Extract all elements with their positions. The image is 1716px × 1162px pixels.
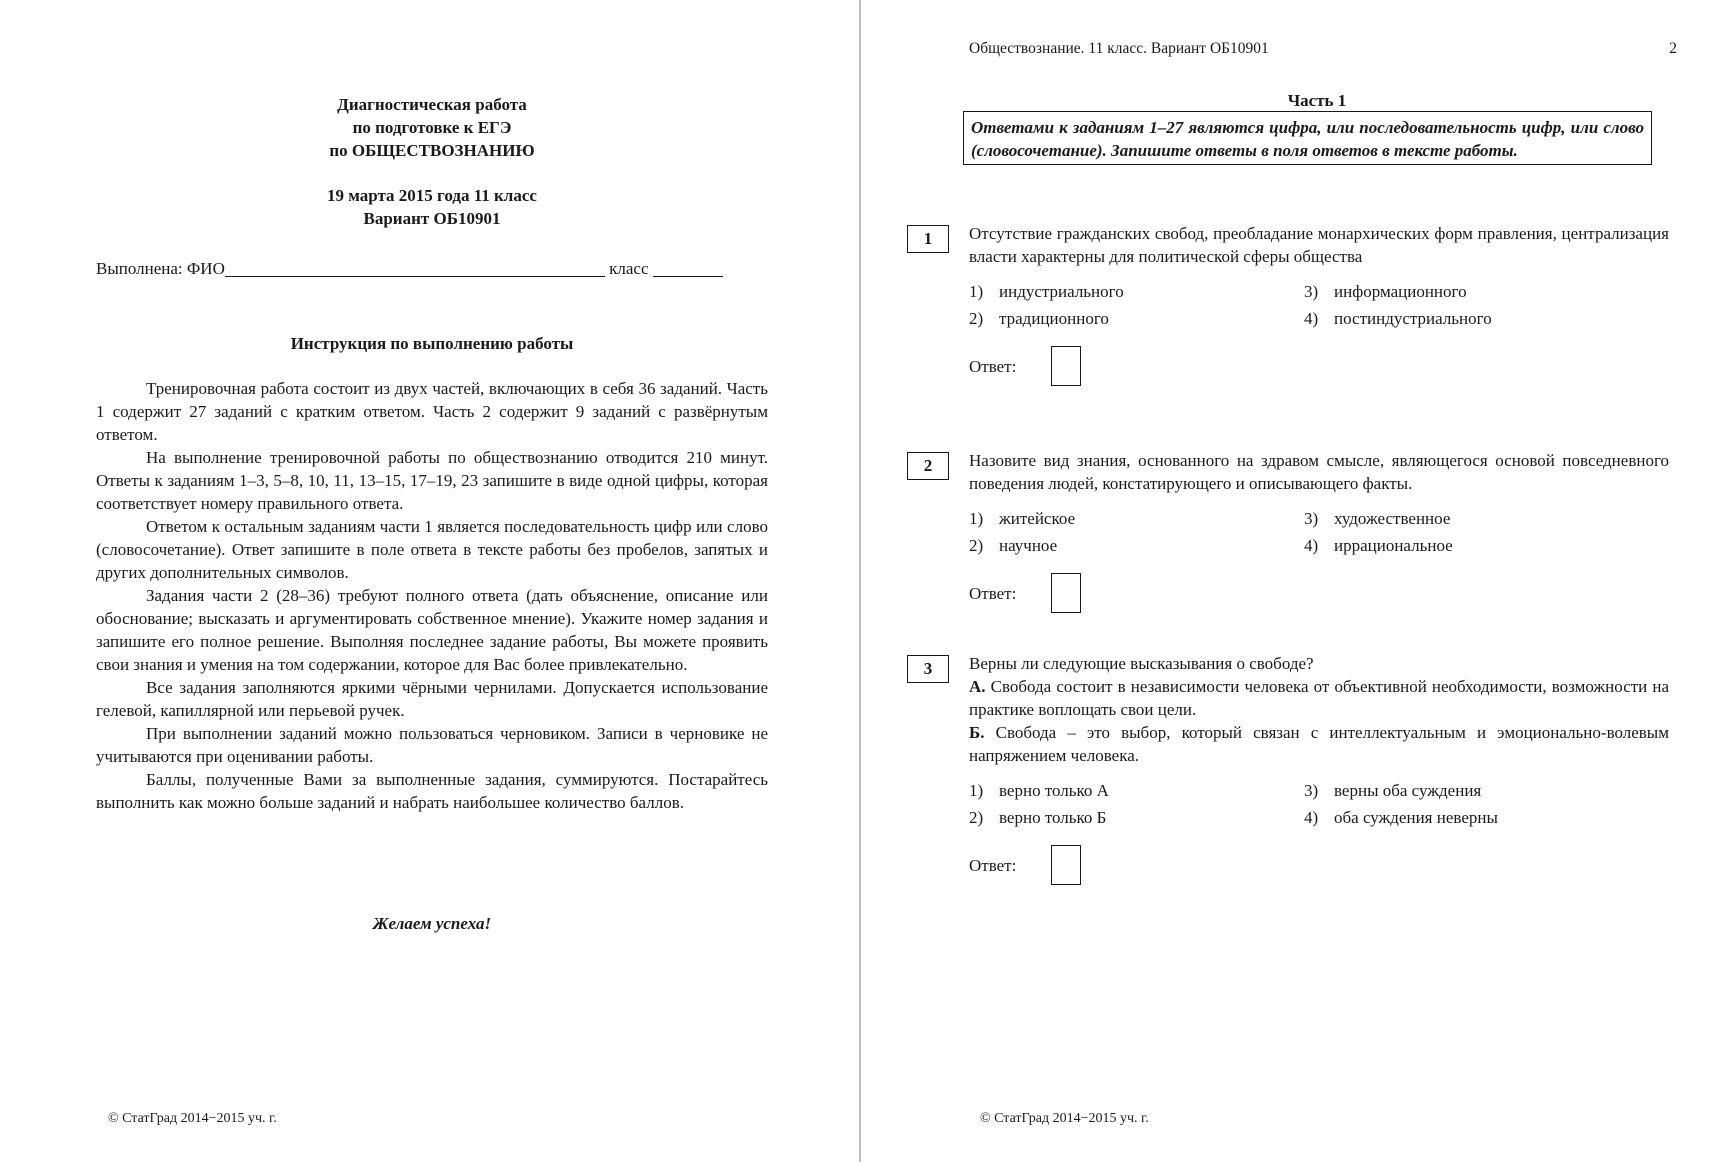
- page-header: [969, 37, 1677, 60]
- answer-option: 1) верно только А: [969, 781, 1109, 800]
- task-question: Назовите вид знания, основанного на здравом смысле, являющегося основой повседневного поведения людей, констатирующего и описывающего факты.: [969, 451, 1669, 493]
- answer-option: 2) традиционного: [969, 309, 1109, 328]
- task-number-box: 1: [907, 225, 949, 253]
- instruction-paragraph: Ответом к остальным заданиям части 1 является последовательность цифр или слово (словосочетание). Ответ запишите в поле ответа в тексте работы без пробелов, запятых и других дополнительных символов.: [96, 517, 768, 582]
- class-label: класс: [609, 259, 649, 278]
- instruction-paragraph: Тренировочная работа состоит из двух частей, включающих в себя 36 заданий. Часть 1 содержит 27 заданий с кратким ответом. Часть 2 содержит 9 заданий с развёрнутым ответом.: [96, 379, 768, 444]
- answer-option: 2) верно только Б: [969, 808, 1107, 827]
- task-3: [907, 652, 1669, 885]
- completed-label: Выполнена: ФИО: [96, 259, 225, 278]
- answer-row: [969, 573, 1669, 613]
- class-field-underline: [653, 258, 723, 277]
- title-line-2: по подготовке к ЕГЭ: [352, 118, 512, 137]
- date-line: 19 марта 2015 года 11 класс: [327, 186, 537, 205]
- answer-options: [969, 779, 1669, 829]
- header-title: Обществознание. 11 класс. Вариант ОБ10901: [969, 40, 1269, 57]
- answer-option: 4) иррациональное: [1304, 536, 1453, 555]
- statement-b: Б. Свобода – это выбор, который связан с интеллектуальным и эмоционально-волевым напряжением человека.: [969, 723, 1669, 765]
- question-text: Верны ли следующие высказывания о свободе?: [969, 654, 1314, 673]
- answer-option: 2) научное: [969, 536, 1058, 555]
- answer-option: 3) информационного: [1304, 282, 1467, 301]
- footer-copyright-right: © СтатГрад 2014−2015 уч. г.: [980, 1111, 1149, 1126]
- answer-box[interactable]: [1051, 845, 1081, 885]
- instruction-paragraph: При выполнении заданий можно пользоваться черновиком. Записи в черновике не учитываются при оценивании работы.: [96, 724, 768, 766]
- variant-line: Вариант ОБ10901: [363, 209, 501, 228]
- title-line-1: Диагностическая работа: [337, 95, 527, 114]
- name-field-underline: [225, 258, 605, 277]
- answer-row: [969, 346, 1669, 386]
- instructions-heading: Инструкция по выполнению работы: [290, 334, 574, 353]
- answer-option: 3) художественное: [1304, 509, 1451, 528]
- instruction-paragraph: На выполнение тренировочной работы по обществознанию отводится 210 минут. Ответы к заданиям 1–3, 5–8, 10, 11, 13–15, 17–19, 23 запишите в виде одной цифры, которая соответствует номеру правильного ответа.: [96, 448, 768, 513]
- answer-box[interactable]: [1051, 573, 1081, 613]
- part-title: Часть 1: [1287, 91, 1347, 110]
- statement-a: А. Свобода состоит в независимости человека от объективной необходимости, возможности на практике воплощать свои цели.: [969, 677, 1670, 719]
- task-number-box: 2: [907, 452, 949, 480]
- instruction-paragraph: Баллы, полученные Вами за выполненные задания, суммируются. Постарайтесь выполнить как можно больше заданий и набрать наибольшее количество баллов.: [96, 770, 768, 812]
- answer-label: Ответ:: [969, 357, 1017, 376]
- page-number: 2: [1669, 40, 1677, 57]
- right-page: [862, 0, 1716, 1162]
- answer-label: Ответ:: [969, 856, 1017, 875]
- answer-options: [969, 507, 1669, 557]
- instruction-paragraph: Задания части 2 (28–36) требуют полного ответа (дать объяснение, описание или обоснование; высказать и аргументировать собственное мнение). Укажите номер задания и запишите его полное решение. Выполняя последнее задание работы, Вы можете проявить свои знания и умения на том содержании, которое для Вас более привлекательно.: [96, 586, 768, 674]
- title-line-3: по ОБЩЕСТВОЗНАНИЮ: [329, 141, 535, 160]
- answer-option: 3) верны оба суждения: [1304, 781, 1482, 800]
- part-instruction-box: Ответами к заданиям 1–27 являются цифра, или последовательность цифр, или слово (словосочетание). Запишите ответы в поля ответов в тексте работы.: [963, 111, 1652, 165]
- footer-copyright-left: © СтатГрад 2014−2015 уч. г.: [108, 1111, 277, 1126]
- task-number-box: 3: [907, 655, 949, 683]
- instruction-paragraph: Все задания заполняются яркими чёрными чернилами. Допускается использование гелевой, капиллярной или перьевой ручек.: [96, 678, 768, 720]
- answer-option: 4) оба суждения неверны: [1304, 808, 1498, 827]
- answer-option: 4) постиндустриального: [1304, 309, 1492, 328]
- good-luck-wish: Желаем успеха!: [372, 914, 492, 933]
- task-1: [907, 222, 1669, 386]
- answer-row: [969, 845, 1669, 885]
- page-divider: [859, 0, 861, 1162]
- instructions-body: [96, 377, 768, 814]
- task-question: Отсутствие гражданских свобод, преобладание монархических форм правления, централизация власти характерны для политической сферы общества: [969, 224, 1669, 266]
- answer-box[interactable]: [1051, 346, 1081, 386]
- answer-option: 1) житейское: [969, 509, 1076, 528]
- answer-label: Ответ:: [969, 584, 1017, 603]
- completed-by-line: [96, 257, 776, 280]
- answer-options: [969, 280, 1669, 330]
- task-question: [969, 652, 1669, 767]
- task-2: [907, 449, 1669, 613]
- document-title-block: [96, 93, 768, 230]
- answer-option: 1) индустриального: [969, 282, 1124, 301]
